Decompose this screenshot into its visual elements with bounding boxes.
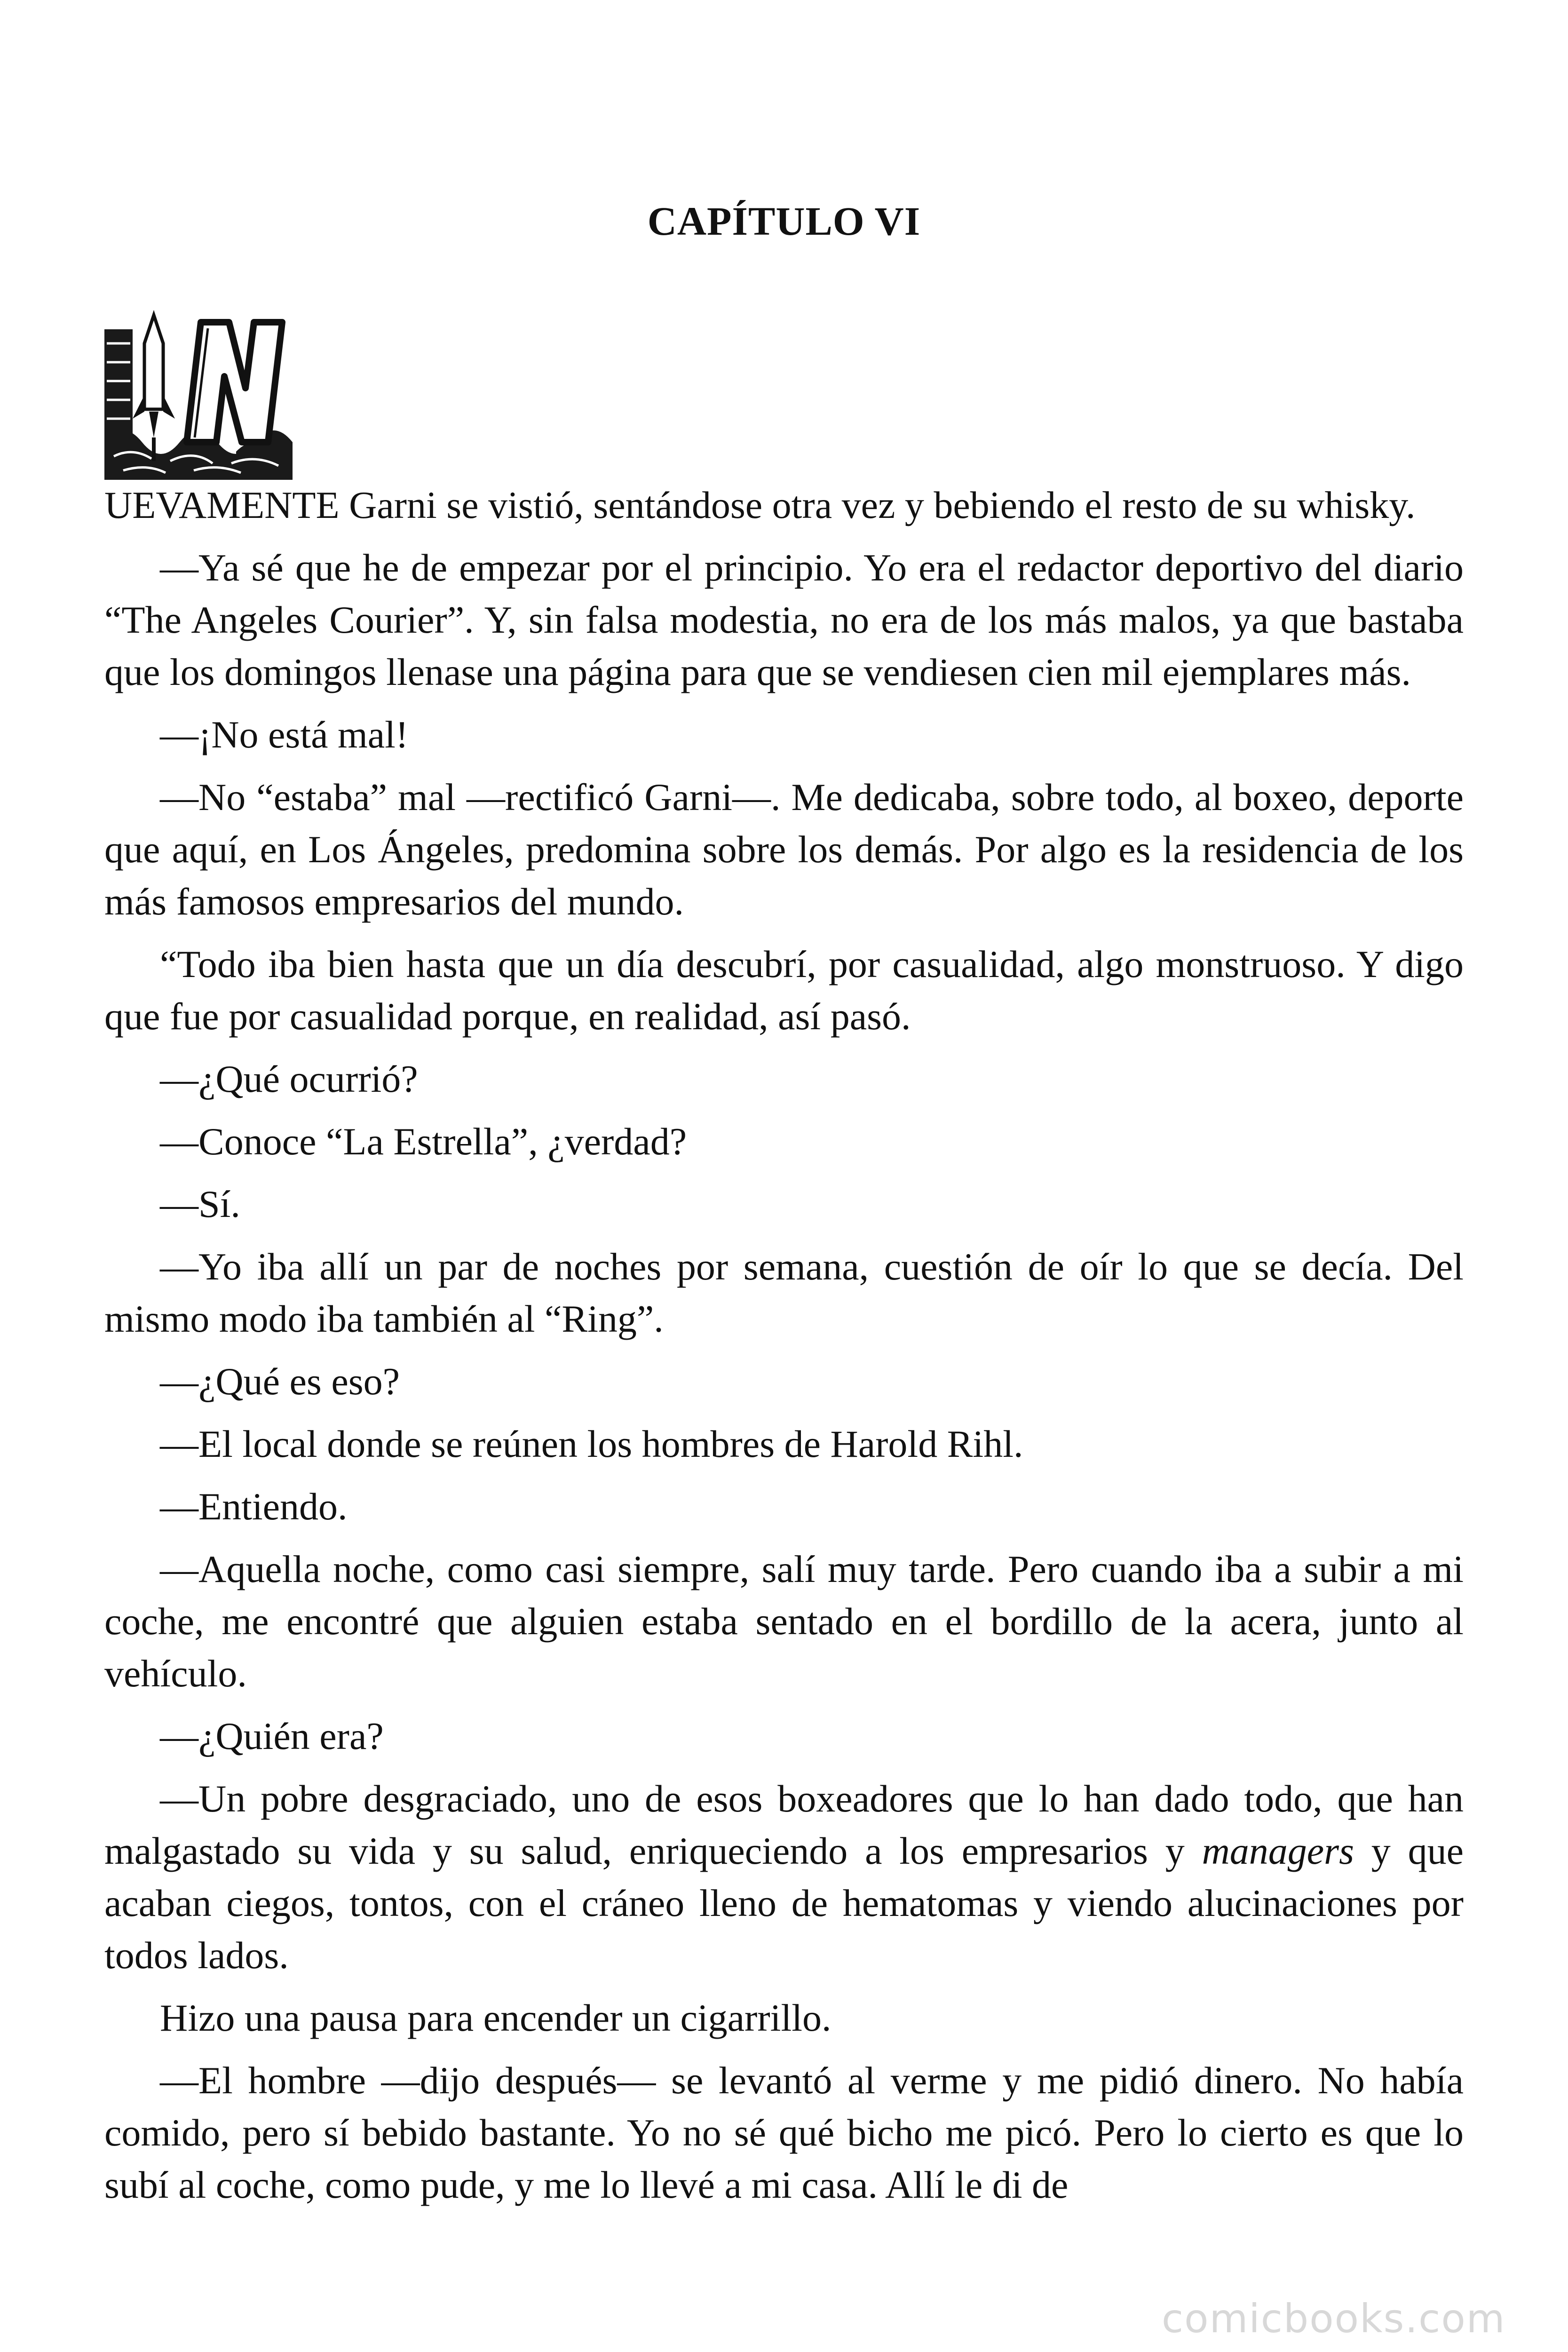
body-text bbox=[104, 479, 1464, 2221]
paragraph: —Yo iba allí un par de noches por semana, cuestión de oír lo que se decía. Del mismo modo iba también al “Ring”. bbox=[104, 1245, 1464, 1340]
paragraph: —El hombre —dijo después— se levantó al verme y me pidió dinero. No había comido, pero sí bebido bastante. Yo no sé qué bicho me picó. Pero lo cierto es que lo subí al coche, como pude, y me lo llevé a mi casa. Allí le di de bbox=[104, 2059, 1464, 2206]
paragraph: —¿Qué ocurrió? bbox=[160, 1057, 418, 1100]
paragraph: —¿Quién era? bbox=[160, 1715, 384, 1757]
paragraph: —No “estaba” mal —rectificó Garni—. Me dedicaba, sobre todo, al boxeo, deporte que aquí, en Los Ángeles, predomina sobre los demás. Por algo es la residencia de los más famosos empresarios del mundo. bbox=[104, 776, 1464, 923]
italic-term: managers bbox=[1202, 1829, 1354, 1872]
paragraph: —Sí. bbox=[160, 1183, 240, 1225]
paragraph: UEVAMENTE Garni se vistió, sentándose otra vez y bebiendo el resto de su whisky. bbox=[104, 484, 1416, 526]
paragraph: —¡No está mal! bbox=[160, 713, 409, 756]
paragraph: —Conoce “La Estrella”, ¿verdad? bbox=[160, 1120, 687, 1163]
drop-cap-illustration bbox=[104, 301, 293, 480]
paragraph: —Aquella noche, como casi siempre, salí muy tarde. Pero cuando iba a subir a mi coche, me encontré que alguien estaba sentado en el bordillo de la acera, junto al vehículo. bbox=[104, 1548, 1464, 1695]
paragraph: —¿Qué es eso? bbox=[160, 1360, 400, 1403]
paragraph: —El local donde se reúnen los hombres de Harold Rihl. bbox=[160, 1422, 1023, 1465]
chapter-title: CAPÍTULO VI bbox=[647, 199, 921, 244]
paragraph-segment: y que acaban ciegos, tontos, con el cráneo lleno de hematomas y viendo alucinaciones por todos lados. bbox=[104, 1829, 1464, 1977]
paragraph bbox=[104, 1772, 1464, 1981]
drop-cap-letter-icon bbox=[187, 322, 282, 442]
paragraph: Hizo una pausa para encender un cigarrillo. bbox=[160, 1996, 832, 2039]
paragraph-segment: —Un pobre desgraciado, uno de esos boxeadores que lo han dado todo, que han malgastado su vida y su salud, enriqueciendo a los empresarios y bbox=[104, 1777, 1464, 1872]
paragraph: —Ya sé que he de empezar por el principio. Yo era el redactor deportivo del diario “The Angeles Courier”. Y, sin falsa modestia, no era de los más malos, ya que bastaba que los domingos llenase una página para que se vendiesen cien mil ejemplares más. bbox=[104, 546, 1464, 693]
paragraph: —Entiendo. bbox=[160, 1485, 348, 1528]
watermark: comicbooks.com bbox=[1162, 2296, 1506, 2342]
paragraph: “Todo iba bien hasta que un día descubrí, por casualidad, algo monstruoso. Y digo que fue por casualidad porque, en realidad, así pasó. bbox=[104, 943, 1464, 1038]
